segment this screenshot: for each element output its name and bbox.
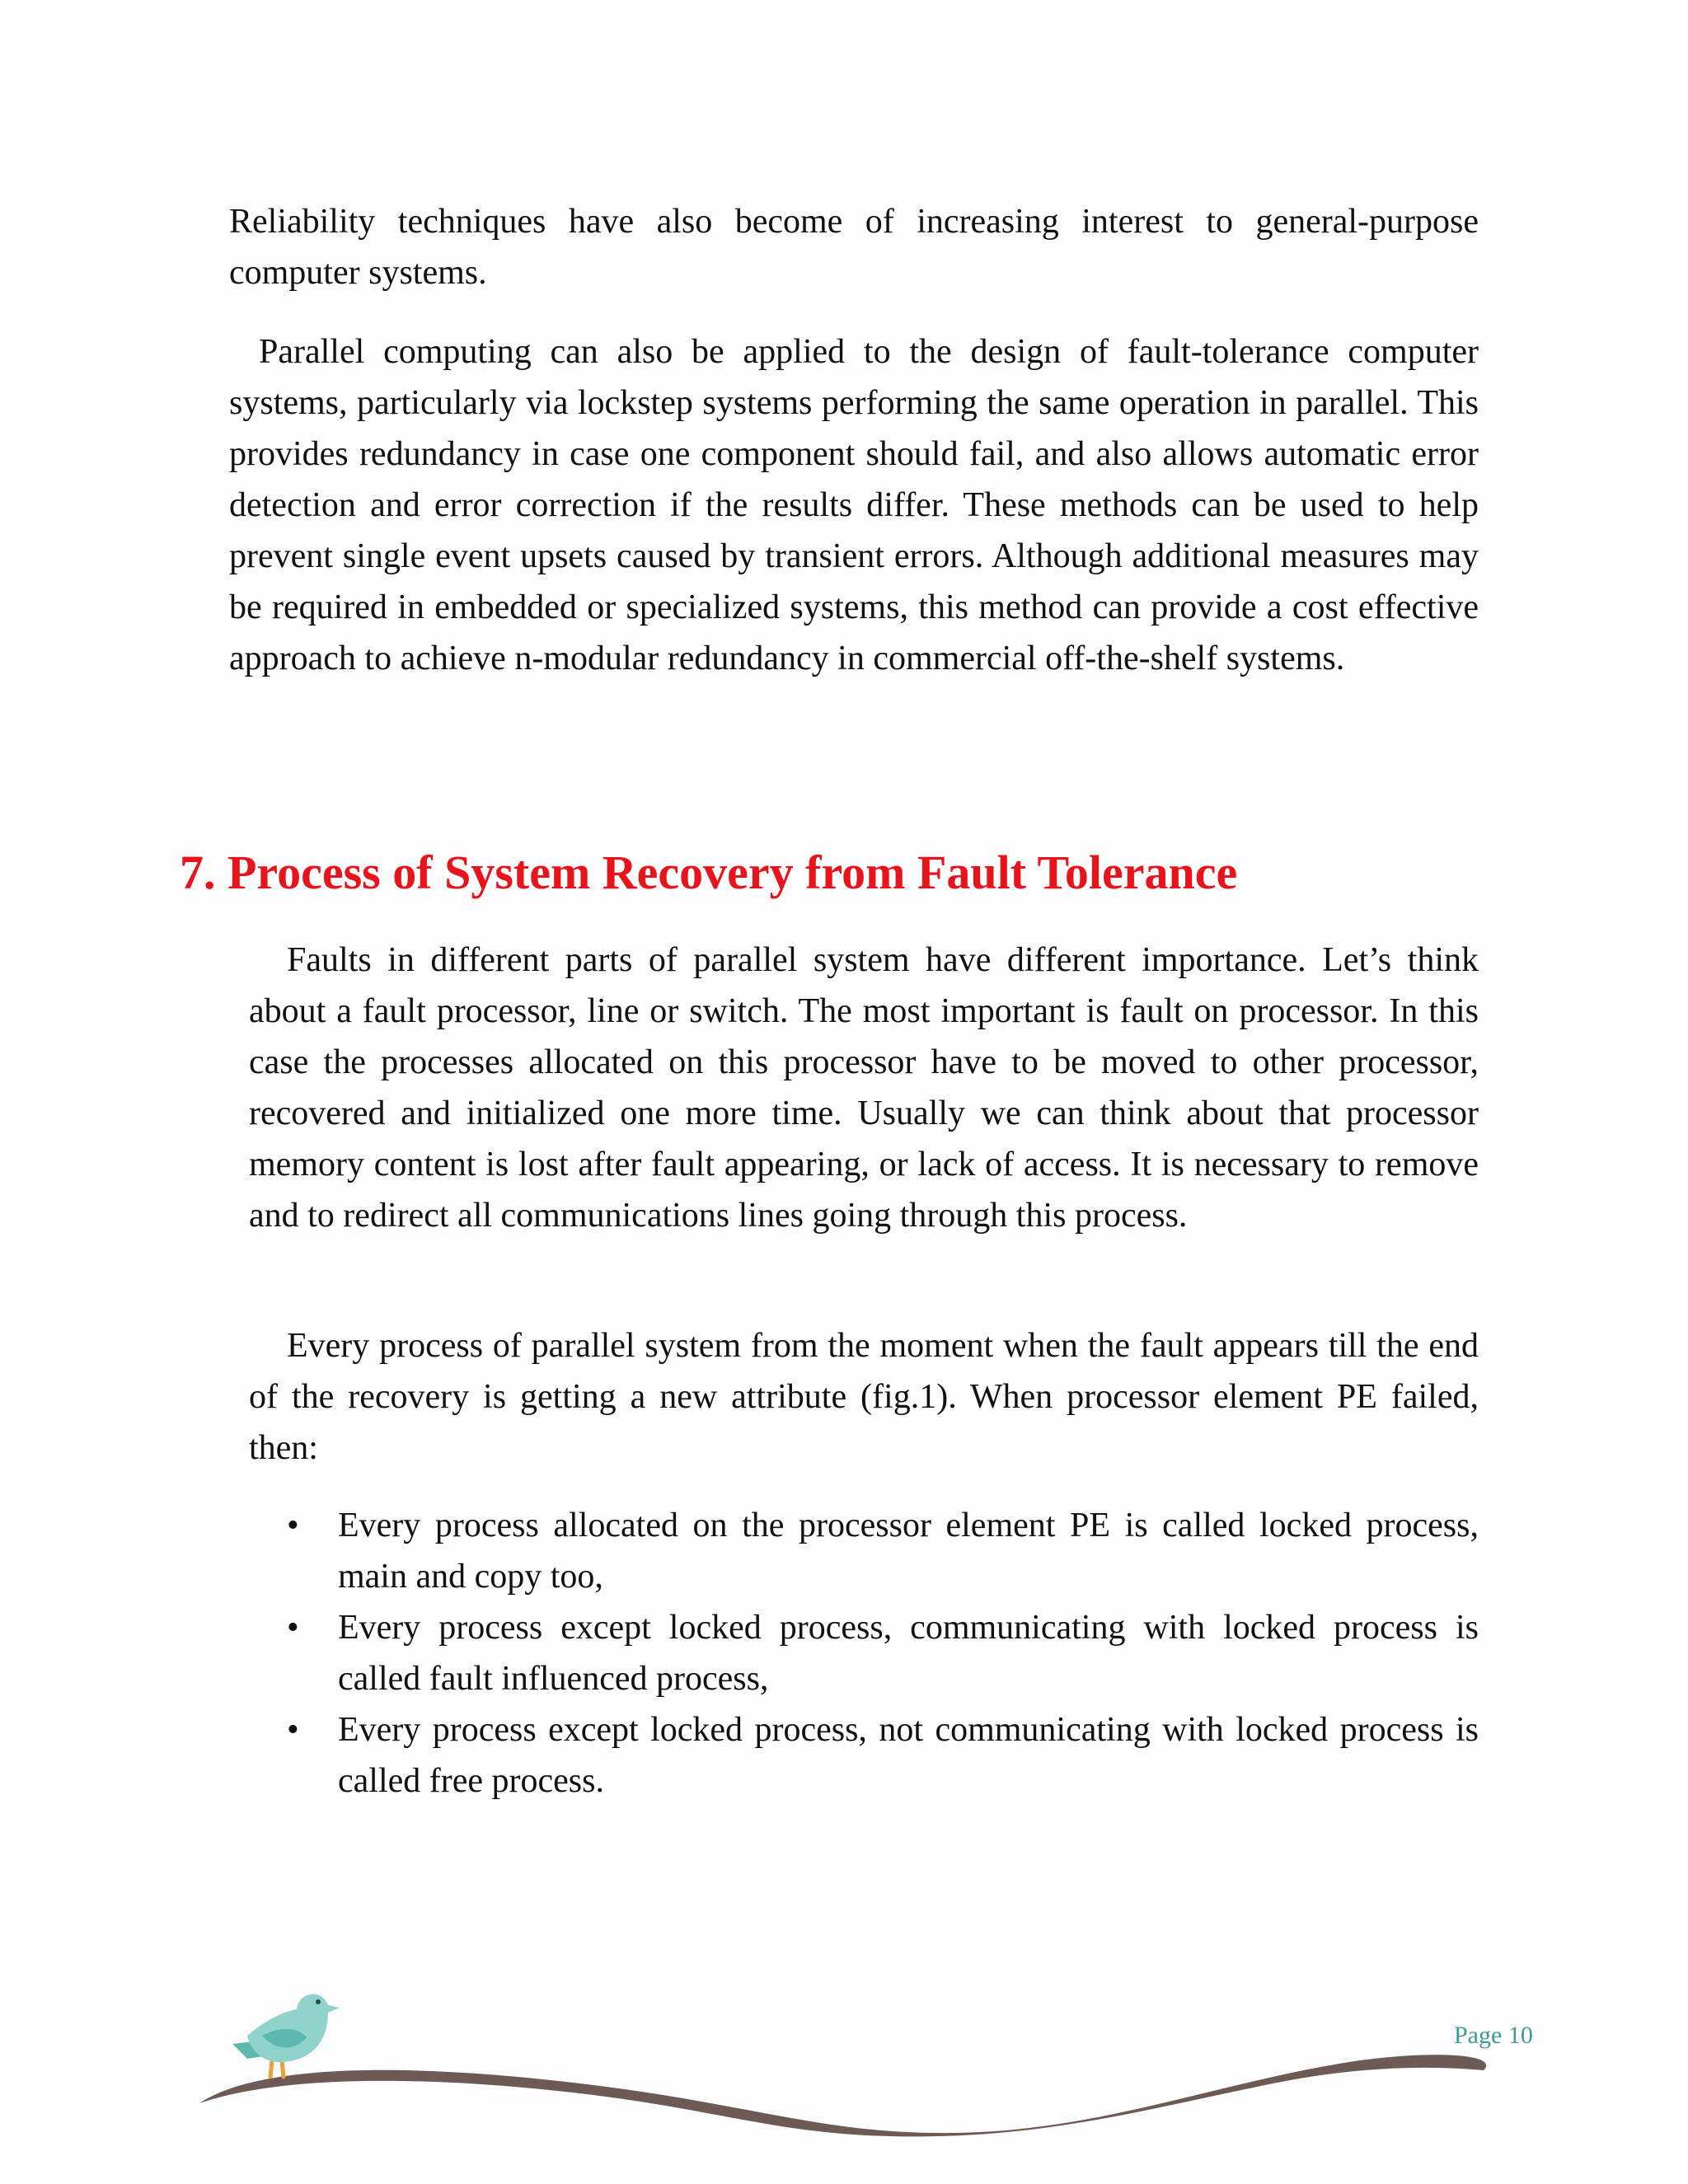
bird-icon [232,1994,340,2077]
page-number: Page 10 [1454,2022,1533,2049]
body-paragraph: Reliability techniques have also become of increasing interest to general-purpose computer systems. [229,203,1479,292]
bullet-text: Every process allocated on the processor element PE is called locked process, main and copy too, [338,1507,1479,1596]
bullet-text: Every process except locked process, communicating with locked process is called fault influenced process, [338,1609,1479,1698]
bullet-text: Every process except locked process, not communicating with locked process is called free process. [338,1711,1479,1800]
bullet-icon: • [287,1711,299,1749]
bullet-icon: • [287,1609,299,1647]
bullet-icon: • [287,1507,299,1544]
section-paragraph: Every process of parallel system from the moment when the fault appears till the end of the recovery is getting a new attribute (fig.1). When processor element PE failed, then: [249,1327,1479,1467]
section-heading: 7. Process of System Recovery from Fault Tolerance [180,846,1238,899]
section-paragraph: Faults in different parts of parallel system have different importance. Let’s think about a fault processor, line or switch. The most important is fault on processor. In this case the processes allocated on this processor have to be moved to other processor, recovered and initialized one more time. Usually we can think about that processor memory content is lost after fault appearing, or lack of access. It is necessary to remove and to redirect all communications lines going through this process. [249,941,1479,1235]
body-paragraph: Parallel computing can also be applied to the design of fault-tolerance computer systems, particularly via lockstep systems performing the same operation in parallel. This provides redundancy in case one component should fail, and also allows automatic error detection and error correction if the results differ. These methods can be used to help prevent single event upsets caused by transient errors. Although additional measures may be required in embedded or specialized systems, this method can provide a cost effective approach to achieve n-modular redundancy in commercial off-the-shelf systems. [229,333,1479,677]
branch-icon [199,2055,1486,2136]
